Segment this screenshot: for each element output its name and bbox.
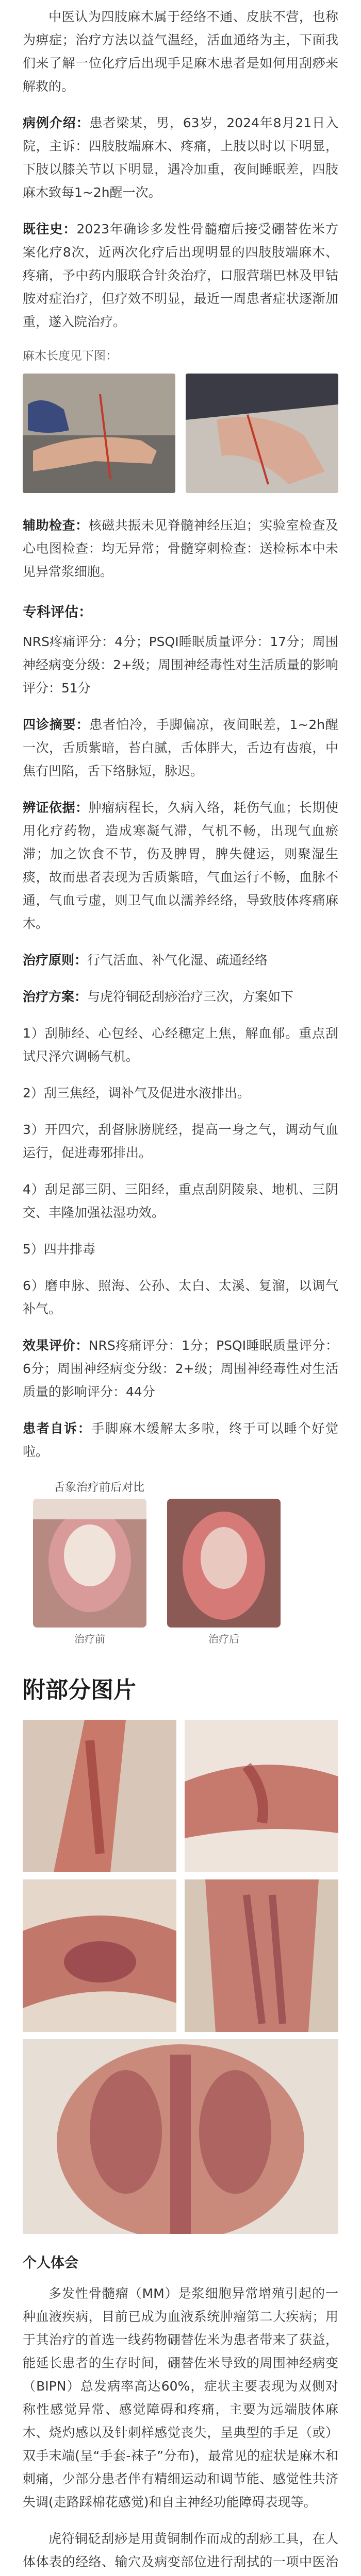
principle-text: 行气活血、补气化湿、疏通经络 xyxy=(87,953,268,968)
tongue-before-photo xyxy=(33,1499,146,1628)
differentiation-label: 辨证依据： xyxy=(23,800,89,815)
effect-paragraph xyxy=(23,1334,338,1403)
history-label: 既往史： xyxy=(23,222,77,236)
treatment-step: 3）开四穴，刮督脉膀胱经，提高一身之气，调动气血运行，促进毒邪排出。 xyxy=(23,1122,338,1160)
auxiliary-text: 核磁共振未见脊髓神经压迫；实验室检查及心电图检查：均无异常；骨髓穿刺检查：送检标本中未见异常浆细胞。 xyxy=(23,518,338,579)
plan-paragraph xyxy=(23,985,338,1008)
experience-text: 手脚麻木缓解太多啦，终于可以睡个好觉啦。 xyxy=(23,1421,338,1459)
scraping-photo xyxy=(185,1720,338,1872)
scraping-photo xyxy=(23,1879,176,2032)
tongue-comparison-title: 舌象治疗前后对比 xyxy=(54,1481,145,1494)
auxiliary-paragraph xyxy=(23,514,338,583)
plan-label: 治疗方案： xyxy=(23,989,88,1004)
tongue-before-label: 治疗前 xyxy=(74,1633,105,1645)
hand-numbness-photo xyxy=(23,374,175,493)
scores-paragraph: NRS疼痛评分：4分；PSQI睡眠质量评分：17分；周围神经病变分级：2+级；周围神经毒性对生活质量的影响评分：51分 xyxy=(23,634,338,696)
auxiliary-label: 辅助检查： xyxy=(23,518,89,533)
summary-paragraph: 多发性骨髓瘤（MM）是浆细胞异常增殖引起的一种血液疾病，目前已成为血液系统肿瘤第二大疾病；用于其治疗的首选一线药物硼替佐米为患者带来了获益，能延长患者的生存时间，硼替佐米导致的周围神经病变（BIPN）总发病率高达60%，症状主要表现为双侧对称性感觉异常、感觉障碍和疼痛，主要为远端肢体麻木、烧灼感以及针刺样感觉丧失，呈典型的手足（或）双手末端(呈“手套-袜子”分布)，最常见的症状是麻木和刺痛，少部分患者伴有精细运动和调节能、感觉性共济失调(走路踩棉花感觉)和自主神经功能障碍表现等。 xyxy=(23,2286,338,2510)
scraping-photo xyxy=(185,1879,338,2032)
back-scraping-photo xyxy=(23,2039,338,2234)
experience-paragraph xyxy=(23,1417,338,1463)
tongue-after-label: 治疗后 xyxy=(208,1633,239,1645)
treatment-step: 1）刮肺经、心包经、心经穗定上焦，解血郁。重点刮试尺泽穴调畅气机。 xyxy=(23,1026,338,1064)
treatment-steps xyxy=(23,1022,338,1320)
tongue-comparison xyxy=(23,1479,338,1646)
history-paragraph xyxy=(23,217,338,333)
effect-label: 效果评价： xyxy=(23,1338,89,1353)
case-text: 患者梁某，男，63岁，2024年8月21日入院，主诉：四肢肢端麻木、疼痛，上肢以时以下明显，下肢以膝关节以下明显，遇冷加重，夜间睡眠差，四肢麻木致每1~2h醒一次。 xyxy=(23,115,338,200)
treatment-step: 4）刮足部三阴、三阳经，重点刮阴陵泉、地机、三阴交、丰隆加强祛湿功效。 xyxy=(23,1182,338,1220)
four-exams-text: 患者怕冷，手脚偏凉，夜间眠差，1~2h醒一次，舌质紫暗，苔白腻，舌体胖大，舌边有齿痕，中焦有凹陷，舌下络脉短，脉迟。 xyxy=(23,717,338,778)
foot-numbness-photo xyxy=(186,374,338,493)
intro-paragraph: 中医认为四肢麻木属于经络不通、皮肤不营，也称为痹症；治疗方法以益气温经，活血通络为主，下面我们来了解一位化疗后出现手足麻木患者是如何用刮痧来解救的。 xyxy=(23,9,338,94)
differentiation-text: 肿瘤病程长，久病入络，耗伤气血；长期使用化疗药物，造成寒凝气滞，气机不畅，出现气血瘀滞；加之饮食不节，伤及脾胃，脾失健运，则聚湿生痰，故而患者表现为舌质紫暗，气血运行不畅，血脉不通，气血亏虚，则卫气血以濡养经络，导致肢体疼痛麻木。 xyxy=(23,800,338,931)
treatment-step: 6）磨申脉、照海、公孙、太白、太溪、复溜，以调气补气。 xyxy=(23,1278,338,1316)
differentiation-paragraph xyxy=(23,796,338,935)
case-paragraph xyxy=(23,111,338,204)
photo-caption: 麻木长度见下图： xyxy=(23,349,118,363)
summary-paragraph: 虎符铜砭刮痧是用黄铜制作而成的刮痧工具，在人体体表的经络、输穴及病变部位进行刮拭的一项中医治 xyxy=(23,2531,338,2569)
treatment-step: 5）四井排毒 xyxy=(23,1242,95,1257)
treatment-step: 2）刮三焦经，调补气及促进水液排出。 xyxy=(23,1086,250,1100)
tongue-after-photo xyxy=(167,1499,281,1628)
scraping-photo xyxy=(23,1720,176,1872)
gallery-section xyxy=(0,1671,361,2576)
summary-heading: 个人体会 xyxy=(23,2255,78,2271)
specialist-heading: 专科评估： xyxy=(23,604,92,620)
history-text: 2023年确诊多发性骨髓瘤后接受硼替佐米方案化疗8次，近两次化疗后出现明显的四肢肢端麻木、疼痛，予中药内服联合针灸治疗，口服营瑞巴林及甲钴胺对症治疗，但疗效不明显，最近一周患者症状逐渐加重，遂入院治疗。 xyxy=(23,222,338,329)
principle-paragraph xyxy=(23,948,338,972)
gallery-heading: 附部分图片 xyxy=(23,1677,136,1703)
experience-label: 患者自诉： xyxy=(23,1421,92,1436)
numbness-photos xyxy=(23,374,338,493)
principle-label: 治疗原则： xyxy=(23,953,88,968)
four-exams-paragraph xyxy=(23,713,338,783)
plan-text: 与虎符铜砭刮痧治疗三次，方案如下 xyxy=(87,989,294,1004)
case-label: 病例介绍： xyxy=(23,115,90,130)
effect-text: NRS疼痛评分：1分；PSQI睡眠质量评分：6分；周围神经病变分级：2+级；周围神经毒性对生活质量的影响评分：44分 xyxy=(23,1338,338,1399)
four-exams-label: 四诊摘要： xyxy=(23,717,90,732)
